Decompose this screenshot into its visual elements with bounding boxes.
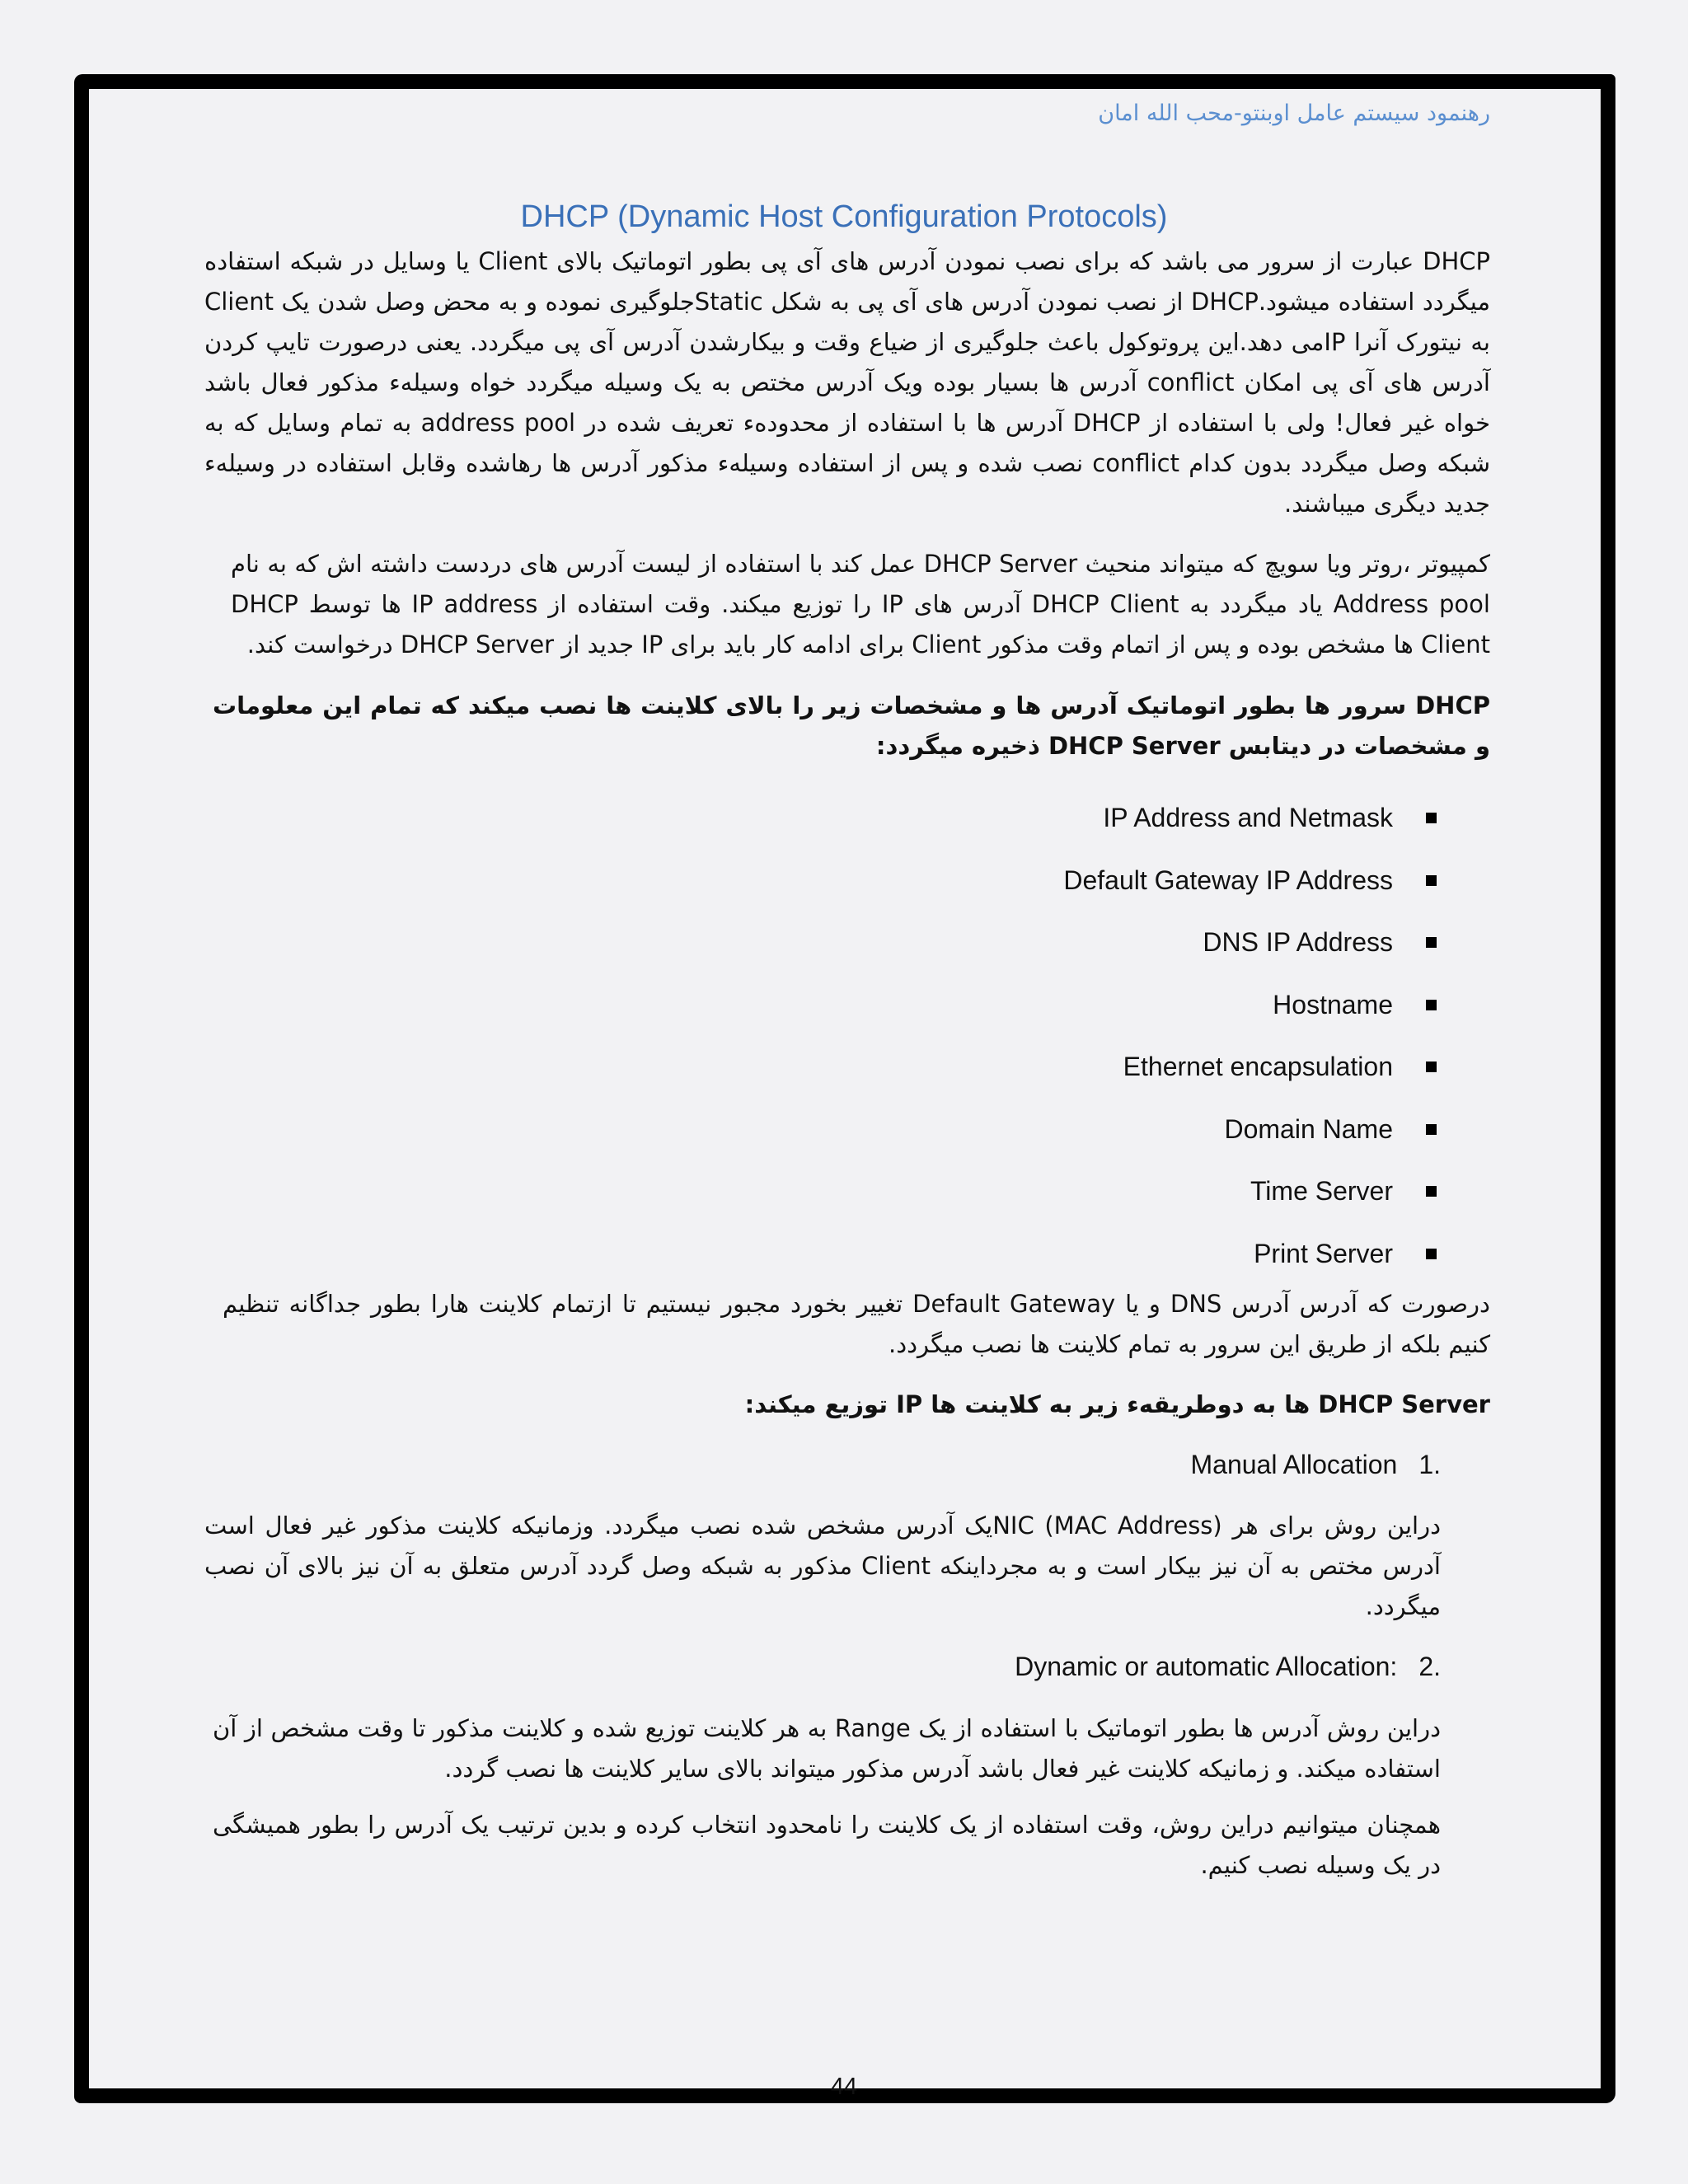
method-item-dynamic [1015,1652,1441,1682]
list-item: Default Gateway IP Address [695,850,1437,912]
square-bullet-icon [1426,813,1437,823]
server-role-paragraph: کمپیوتر ،روتر ویا سویچ که میتواند منحیث DHCP Server عمل کند با استفاده از لیست آدرس های دردست داشته اش که به نام Address pool یاد میگردد به DHCP Client آدرس های IP را توزیع میکند. وقت استفاده از IP address ها توسط DHCP Client ها مشخص بوده و پس از اتمام وقت مذکور Client برای ادامه کار باید برای IP جدید از DHCP Server درخواست کند. [231,550,1490,658]
list-item: Domain Name [695,1099,1437,1161]
square-bullet-icon [1426,1249,1437,1259]
square-bullet-icon [1426,875,1437,886]
method-number: 2. [1418,1652,1441,1681]
section-title: DHCP (Dynamic Host Configuration Protocols) [520,199,1168,234]
list-item: IP Address and Netmask [695,787,1437,850]
permanent-desc-paragraph: همچنان میتوانیم دراین روش، وقت استفاده از یک کلاینت را نامحدود انتخاب کرده و بدین ترتیب یک آدرس را بطور همیشگی در یک وسیله نصب کنیم. [213,1811,1441,1879]
methods-intro-paragraph: DHCP Server ها به دوطریقهء زیر به کلاینت ها IP توزیع میکند: [744,1390,1490,1418]
square-bullet-icon [1426,937,1437,948]
method-number: 1. [1418,1450,1441,1479]
square-bullet-icon [1426,1186,1437,1197]
square-bullet-icon [1426,1062,1437,1072]
page-number: 44 [830,2074,858,2100]
dhcp-spec-list [695,787,1437,1285]
dns-change-paragraph: درصورت که آدرس آدرس DNS و یا Default Gateway تغییر بخورد مجبور نیستیم تا ازتمام کلاینت هارا بطور جداگانه تنظیم کنیم بلکه از طریق این سرور به تمام کلاینت ها نصب میگردد. [223,1290,1490,1358]
dynamic-desc-paragraph: دراین روش آدرس ها بطور اتوماتیک با استفاده از یک Range به هر کلاینت توزیع شده و کلاینت مذکور تا وقت مشخص از آن استفاده میکند. و زمانیکه کلاینت غیر فعال باشد آدرس مذکور میتواند بالای سایر کلاینت ها نصب گردد. [213,1714,1441,1783]
square-bullet-icon [1426,1000,1437,1010]
list-item: Ethernet encapsulation [695,1036,1437,1099]
list-item: Print Server [695,1223,1437,1286]
square-bullet-icon [1426,1124,1437,1135]
running-header: رهنمود سیستم عامل اوبنتو-محب الله امان [1098,101,1490,126]
manual-desc-paragraph: دراین روش برای هر NIC (MAC Address)یک آدرس مشخص شده نصب میگردد. وزمانیکه کلاینت مذکور غیر فعال است آدرس مختص به آن نیز بیکار است و به مجرداینکه Client مذکور به شبکه وصل گردد آدرس متعلق به آن نیز بالای آن نصب میگردد. [204,1511,1441,1620]
list-item: DNS IP Address [695,912,1437,974]
list-item: Hostname [695,974,1437,1037]
intro-paragraph: DHCP عبارت از سرور می باشد که برای نصب نمودن آدرس های آی پی بطور اتوماتیک بالای Client یا وسایل در شبکه استفاده میگردد استفاده میشود.DHCP از نصب نمودن آدرس های آی پی به شکل Staticجلوگیری نموده و به محض وصل شدن یک Client به نیتورک آنرا IPمی دهد.این پروتوکول باعث جلوگیری از ضیاع وقت و بیکارشدن آدرس آی پی میگردد. یعنی درصورت تایپ کردن آدرس های آی پی امکان conflict آدرس ها بسیار بوده ویک آدرس مختص به یک وسیله میگردد خواه وسیلهء مذکور فعال باشد خواه غیر فعال! ولی با استفاده از DHCP آدرس ها با استفاده از محدودهء تعریف شده در address pool به تمام وسایل که به شبکه وصل میگردد بدون کدام conflict نصب شده و پس از استفاده وسیلهء مذکور آدرس ها رهاشده وقابل استفاده در وسیلهء جدید دیگری میباشند. [204,247,1491,518]
list-item: Time Server [695,1160,1437,1223]
method-label: Manual Allocation [1190,1450,1398,1479]
specs-intro-paragraph: DHCP سرور ها بطور اتوماتیک آدرس ها و مشخصات زیر را بالای کلاینت ها نصب میکند که تمام این معلومات و مشخصات در دیتابس DHCP Server ذخیره میگردد: [213,691,1490,760]
method-label: Dynamic or automatic Allocation: [1015,1652,1398,1681]
method-item-manual [1190,1450,1441,1480]
